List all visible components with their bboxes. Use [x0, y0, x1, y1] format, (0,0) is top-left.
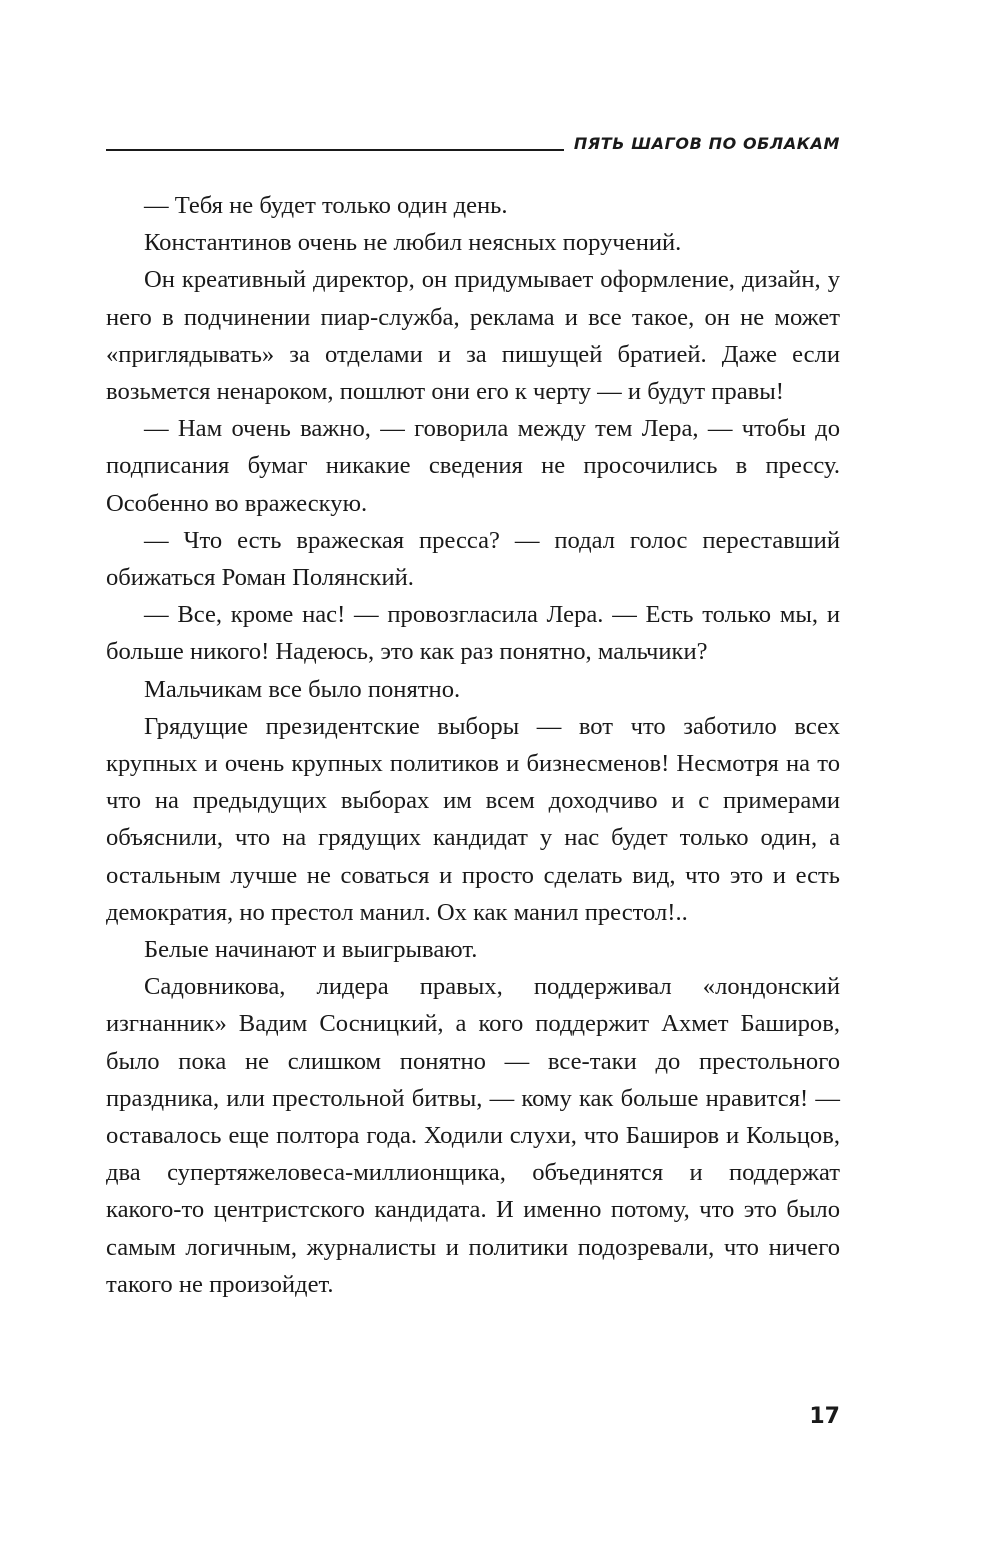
paragraph-3: Он креативный директор, он придумывает оформление, дизайн, у него в подчинении пиар-служба, реклама и все такое, он не может «приглядывать» за отделами и за пишущей братией. Даже если возьмется ненароком, пошлют они его к черту — и будут правы!	[106, 266, 840, 406]
paragraph-2: Константинов очень не любил неясных поручений.	[144, 229, 682, 257]
paragraph-9: Белые начинают и выигрывают.	[144, 936, 478, 964]
paragraph-1: — Тебя не будет только один день.	[144, 192, 508, 219]
paragraph-4: — Нам очень важно, — говорила между тем Лера, — чтобы до подписания бумаг никакие сведения не просочились в прессу. Особенно во вражескую.	[106, 415, 840, 517]
paragraph-7: Мальчикам все было понятно.	[144, 675, 461, 703]
paragraph-8: Грядущие президентские выборы — вот что заботило всех крупных и очень крупных политиков и бизнесменов! Несмотря на то что на предыдущих выборах им всем доходчиво и с примерами объяснили, что на грядущих кандидат у нас будет только один, а остальным лучше не соваться и просто сделать вид, что это и есть демократия, но престол манил. Ох как манил престол!..	[106, 712, 840, 926]
paragraph-5: — Что есть вражеская пресса? — подал голос переставший обижаться Роман Полянский.	[106, 526, 840, 592]
header-rule	[106, 149, 564, 151]
paragraph-6: — Все, кроме нас! — провозгласила Лера. — Есть только мы, и больше никого! Надеюсь, это как раз понятно, мальчики?	[106, 601, 840, 666]
body-text	[106, 187, 840, 1303]
running-title: ПЯТЬ ШАГОВ ПО ОБЛАКАМ	[573, 133, 840, 153]
page-number: 17	[809, 1404, 840, 1429]
running-header	[106, 128, 840, 158]
paragraph-10: Садовникова, лидера правых, поддерживал «лондонский изгнанник» Вадим Сосницкий, а кого поддержит Ахмет Баширов, было пока не слишком понятно — все-таки до престольного праздника, или престольной битвы, — кому как больше нравится! — оставалось еще полтора года. Ходили слухи, что Баширов и Кольцов, два супертяжеловеса-миллионщика, объединятся и поддержат какого-то центристского кандидата. И именно потому, что это было самым логичным, журналисты и политики подозревали, что ничего такого не произойдет.	[106, 973, 840, 1298]
